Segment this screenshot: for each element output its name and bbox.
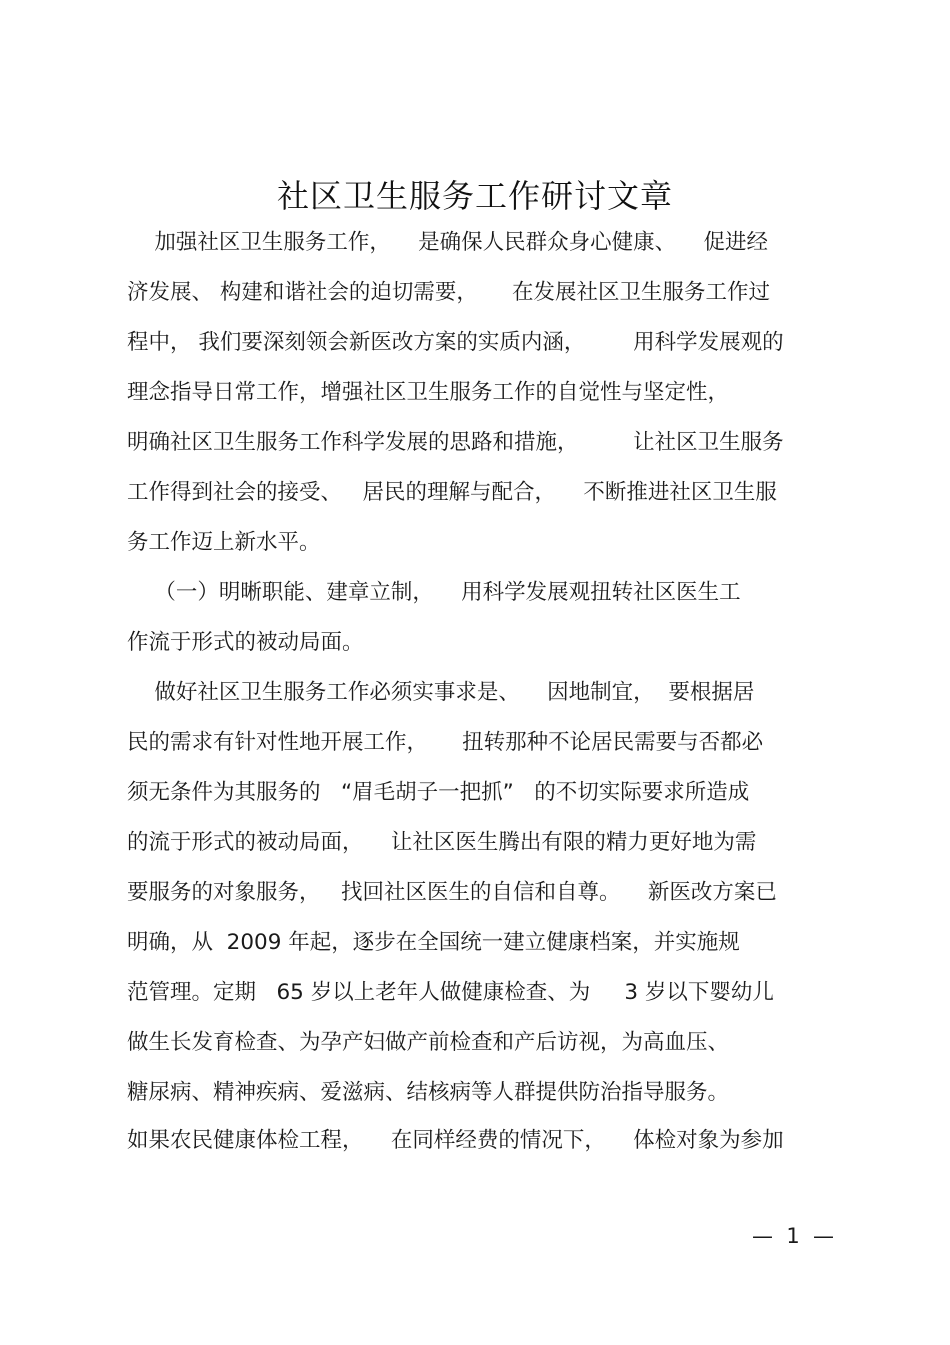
text-line: 济发展、 构建和谐社会的迫切需要， 在发展社区卫生服务工作过: [127, 280, 771, 305]
text-line: 如果农民健康体检工程， 在同样经费的情况下， 体检对象为参加: [127, 1128, 784, 1153]
text-line: 务工作迈上新水平。: [127, 530, 321, 555]
text-line: 糖尿病、精神疾病、爱滋病、结核病等人群提供防治指导服务。: [127, 1080, 730, 1105]
text-line: 民的需求有针对性地开展工作， 扭转那种不论居民需要与否都必: [127, 730, 764, 755]
text-line: （一）明晰职能、建章立制， 用科学发展观扭转社区医生工: [127, 580, 741, 605]
text-line: 工作得到社会的接受、 居民的理解与配合， 不断推进社区卫生服: [127, 480, 777, 505]
text-line: 明确，从 2009 年起，逐步在全国统一建立健康档案，并实施规: [127, 930, 740, 955]
text-line: 须无条件为其服务的 “眉毛胡子一把抓” 的不切实际要求所造成: [127, 780, 750, 805]
text-line: 要服务的对象服务， 找回社区医生的自信和自尊。 新医改方案已: [127, 880, 777, 905]
text-line: 理念指导日常工作，增强社区卫生服务工作的自觉性与坚定性，: [127, 380, 730, 405]
text-line: 程中， 我们要深刻领会新医改方案的实质内涵， 用科学发展观的: [127, 330, 784, 355]
text-line: 明确社区卫生服务工作科学发展的思路和措施， 让社区卫生服务: [127, 430, 784, 455]
text-line: 作流于形式的被动局面。: [127, 630, 364, 655]
text-line: 做好社区卫生服务工作必须实事求是、 因地制宜， 要根据居: [127, 680, 755, 705]
document-title: 社区卫生服务工作研讨文章: [276, 177, 673, 215]
text-line: 做生长发育检查、为孕产妇做产前检查和产后访视，为高血压、: [127, 1030, 730, 1055]
text-line: 加强社区卫生服务工作， 是确保人民群众身心健康、 促进经: [127, 230, 769, 255]
text-line: 范管理。定期 65 岁以上老年人做健康检查、为 3 岁以下婴幼儿: [127, 980, 774, 1005]
page-number: — 1 —: [752, 1224, 835, 1248]
text-line: 的流于形式的被动局面， 让社区医生腾出有限的精力更好地为需: [127, 830, 757, 855]
